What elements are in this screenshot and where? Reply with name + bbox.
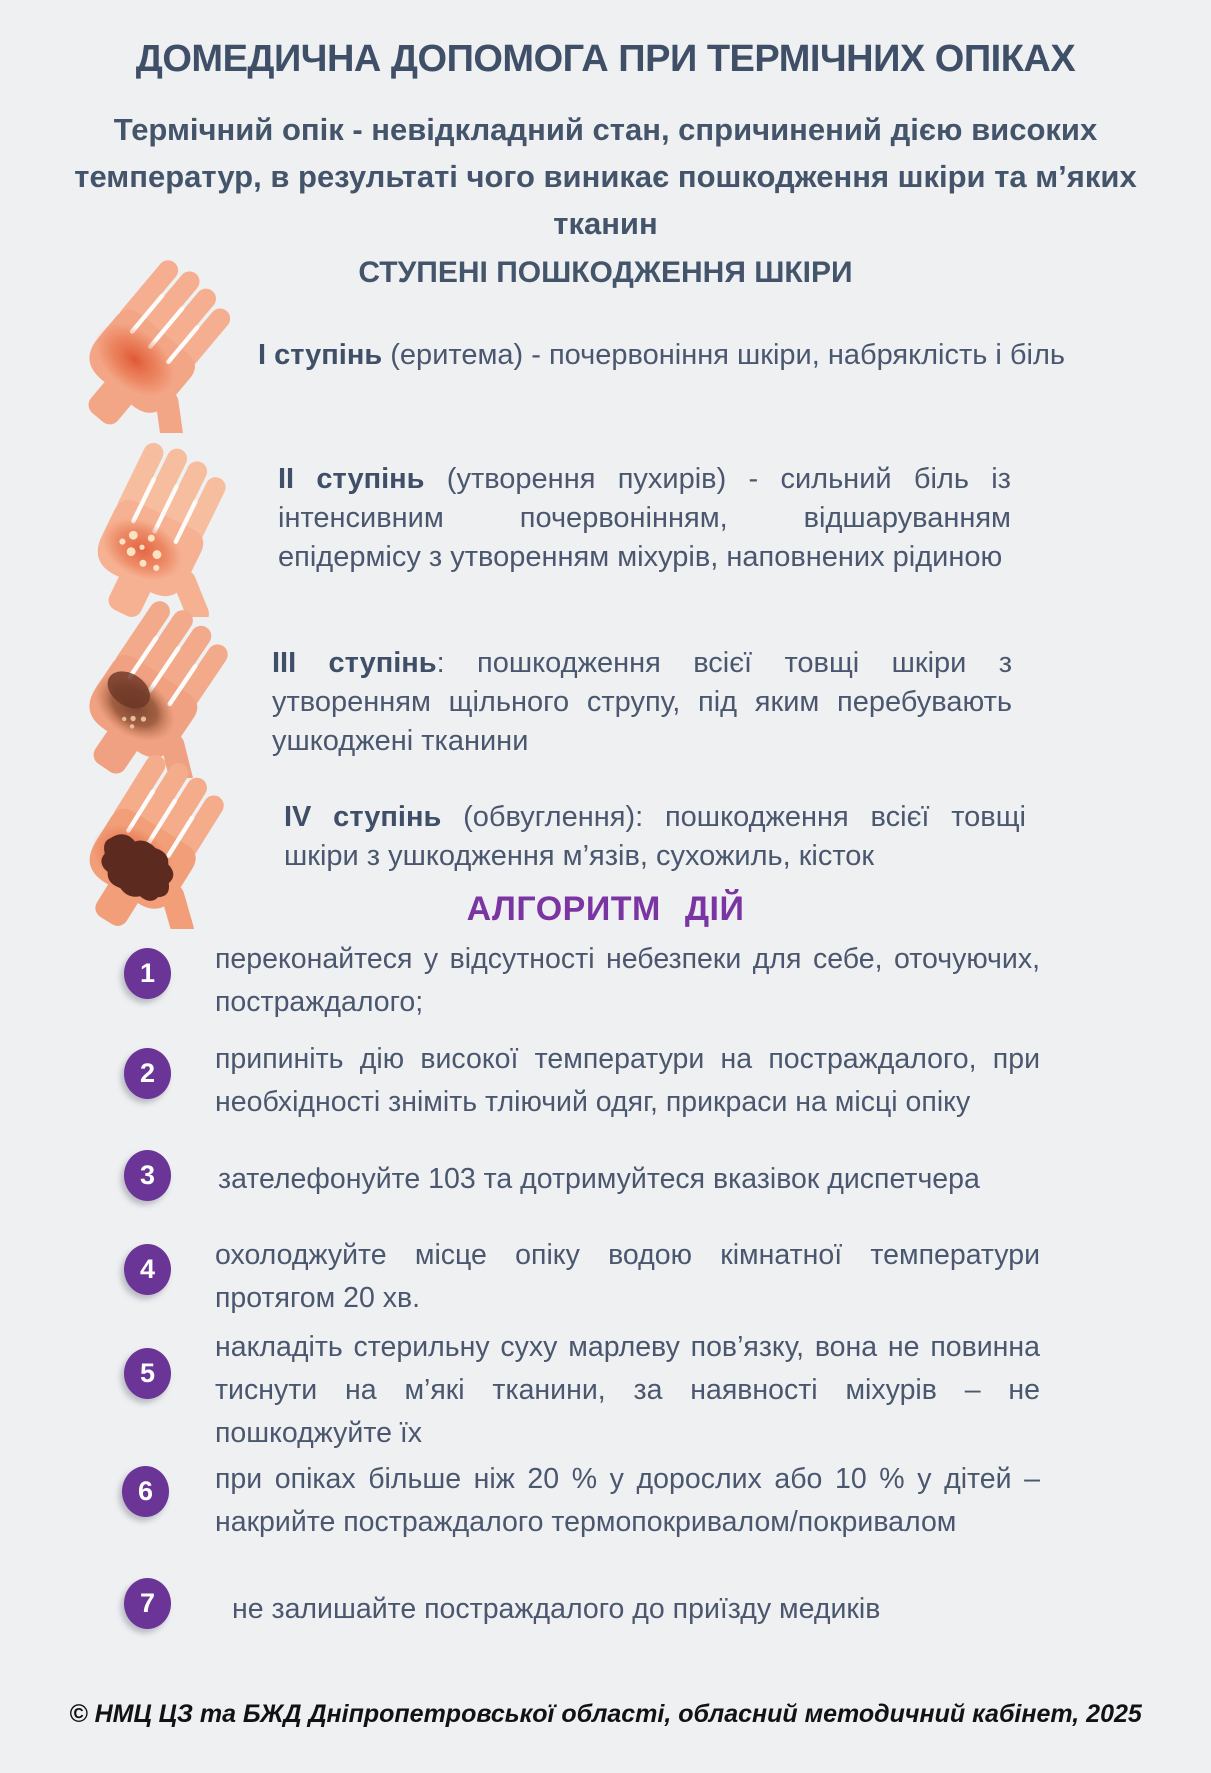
- step-2-text: припиніть дію високої температури на постраждалого, при необхідності зніміть тліючий одяг, прикраси на місці опіку: [215, 1043, 1040, 1118]
- step-4-text: охолоджуйте місце опіку водою кімнатної температури протягом 20 хв.: [215, 1239, 1040, 1314]
- degree-3-text: : пошкодження всієї товщі шкіри з утворенням щільного струпу, під яким перебувають ушкоджені тканини: [272, 647, 1012, 757]
- degree-2-label: ІІ ступінь: [278, 463, 425, 495]
- degree-3-description: [272, 644, 1012, 761]
- degree-2-description: [278, 460, 1011, 577]
- step-5-number-badge: 5: [124, 1348, 171, 1399]
- footer-credit: © НМЦ ЦЗ та БЖД Дніпропетровської області, обласний методичний кабінет, 2025: [69, 1700, 1142, 1728]
- degree-1-description: [258, 336, 1065, 375]
- degrees-heading: СТУПЕНІ ПОШКОДЖЕННЯ ШКІРИ: [358, 256, 853, 289]
- algorithm-heading: АЛГОРИТМ ДІЙ: [466, 890, 745, 928]
- step-3-text: зателефонуйте 103 та дотримуйтеся вказівок диспетчера: [218, 1163, 980, 1195]
- degree-4-label: IV ступінь: [284, 801, 442, 833]
- step-6-text: при опіках більше ніж 20 % у дорослих або 10 % у дітей – накрийте постраждалого термопокривалом/покривалом: [215, 1463, 1040, 1538]
- hand-burn-degree-2-icon: [70, 442, 245, 617]
- step-7-number-badge: 7: [124, 1578, 171, 1629]
- step-7-text: не залишайте постраждалого до приїзду медиків: [232, 1593, 881, 1625]
- hand-burn-degree-1-icon: [66, 258, 241, 433]
- step-4-number-badge: 4: [124, 1244, 171, 1295]
- degree-1-text: (еритема) - почервоніння шкіри, набряклість і біль: [382, 339, 1065, 371]
- step-2-number-badge: 2: [124, 1048, 171, 1099]
- degree-4-text: (обвуглення): пошкодження всієї товщі шкіри з ушкодження м’язів, сухожиль, кісток: [284, 801, 1026, 872]
- degree-3-label: ІІІ ступінь: [272, 647, 437, 679]
- degree-4-description: [284, 798, 1026, 876]
- page-title: ДОМЕДИЧНА ДОПОМОГА ПРИ ТЕРМІЧНИХ ОПІКАХ: [135, 38, 1076, 80]
- step-1-number-badge: 1: [124, 948, 171, 999]
- degree-2-text: (утворення пухирів) - сильний біль із інтенсивним почервонінням, відшаруванням епідермісу з утворенням міхурів, наповнених рідиною: [278, 463, 1011, 573]
- intro-text: Термічний опік - невідкладний стан, спричинений дією високих температур, в результаті чого виникає пошкодження шкіри та м’яких тканин: [74, 112, 1137, 241]
- step-6-number-badge: 6: [122, 1466, 169, 1517]
- hand-burn-degree-3-icon: [64, 600, 242, 778]
- step-1-text: переконайтеся у відсутності небезпеки для себе, оточуючих, постраждалого;: [215, 943, 1040, 1018]
- degree-1-label: І ступінь: [258, 339, 383, 371]
- step-5-text: накладіть стерильну суху марлеву пов’язку, вона не повинна тиснути на м’які тканини, за наявності міхурів – не пошкоджуйте їх: [215, 1331, 1040, 1449]
- step-3-number-badge: 3: [124, 1150, 171, 1201]
